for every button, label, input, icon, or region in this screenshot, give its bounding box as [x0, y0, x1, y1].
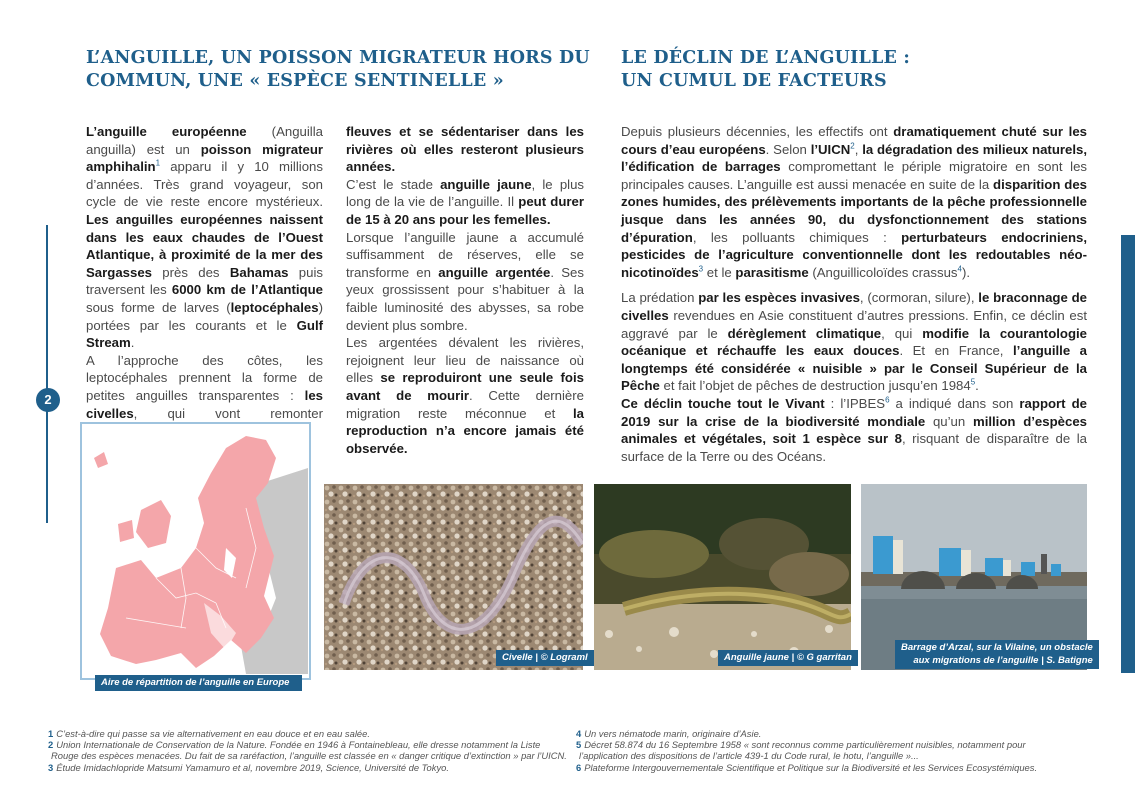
text-run: revendues en Asie constituent d’autres pressions. Enfin, ce déclin est aggravé par le [621, 307, 1087, 341]
civelle-photo [324, 484, 583, 670]
text-run: , qui vont remonter [133, 405, 323, 421]
text-run: , [854, 141, 863, 157]
footnote [576, 728, 1096, 739]
bold-text-run: modifie la courantologie océanique et réchauffe les eaux douces [621, 325, 1088, 359]
footnote-number: 1 [48, 728, 54, 739]
text-run: et le [703, 264, 736, 280]
footnote [576, 739, 1096, 750]
footnote-ref: 4 [957, 264, 962, 274]
bold-text-run: le braconnage de civelles [621, 290, 1087, 323]
anguille-jaune-caption: Anguille jaune | © G garritan [718, 650, 858, 666]
text-run: C’est le stade [346, 176, 441, 192]
bold-text-run: fleuves et se sédentariser dans les rivières où elles resteront plusieurs années. [346, 124, 584, 175]
footnote [48, 739, 568, 750]
text-run: A l’approche des côtes, les leptocéphales prennent la forme de petites anguilles transparentes : [86, 352, 323, 403]
text-run: , qui [881, 325, 923, 341]
column-1-text [86, 123, 323, 440]
footnote-text: C’est-à-dire qui passe sa vie alternativement en eau douce et en eau salée. [56, 728, 370, 739]
text-run: La prédation [621, 290, 699, 306]
text-run: puis traversent les [86, 264, 323, 298]
bold-text-run: poisson migrateur amphihalin [86, 141, 324, 175]
left-title-line-2: COMMUN, UNE « ESPÈCE SENTINELLE » [86, 71, 504, 91]
text-run: . Cette dernière migration reste méconnue et [346, 387, 584, 421]
footnotes-right [576, 728, 1096, 773]
text-run: ). [961, 264, 971, 280]
bold-text-run: se reproduiront une seule fois avant de mourir [346, 370, 584, 403]
text-run: , les polluants chimiques : [692, 229, 902, 245]
footnote-text: l’application des dispositions de l’article 439-1 du Code rural, le hotu, l’anguille »... [579, 750, 919, 762]
barrage-caption-line-2: aux migrations de l’anguille | S. Batigne [913, 654, 1093, 666]
page-number: 2 [36, 388, 60, 412]
text-run: . Ses yeux grossissent pour s’habituer à la faible luminosité des abysses, sa robe devient plus sombre. [346, 264, 584, 333]
bold-text-run: les civelles [86, 387, 323, 421]
right-title-line-1: LE DÉCLIN DE L’ANGUILLE : [621, 48, 911, 68]
text-run: . [975, 378, 979, 394]
bold-text-run: la reproduction n’a encore jamais été observée. [346, 405, 584, 456]
barrage-caption [895, 640, 1099, 669]
right-section-title [621, 47, 910, 93]
text-run: a indiqué dans son [889, 395, 1020, 411]
bold-text-run: disparition des zones humides, des prélèvements importants de la pêche professionnelle jusque dans les années 90, du dysfonctionnement des stations d’épuration [621, 176, 1087, 245]
footnote-ref: 6 [885, 395, 890, 405]
footnote-ref: 1 [155, 158, 161, 168]
text-column-2 [346, 123, 584, 457]
footnote-text: Un vers nématode marin, originaire d’Asie. [584, 728, 762, 739]
bold-text-run: Bahamas [229, 264, 289, 280]
text-run: Depuis plusieurs décennies, les effectifs ont [621, 124, 894, 139]
footnote-ref: 5 [970, 377, 976, 387]
bold-text-run: par les espèces invasives [698, 290, 860, 306]
column-2-text [346, 123, 584, 457]
bold-text-run: dérèglement climatique [727, 325, 882, 341]
map-caption: Aire de répartition de l’anguille en Europe [95, 675, 302, 691]
bold-text-run: L’anguille européenne [86, 124, 247, 139]
bold-text-run: 6000 km de l’Atlantique [171, 282, 323, 298]
column-3-paragraph-2 [621, 289, 1087, 465]
bold-text-run: la dégradation des milieux naturels, l’édification de barrages [621, 141, 1088, 175]
bold-text-run: l’UICN [810, 141, 851, 157]
text-run: , risquant de disparaître de la surface de la Terre ou des Océans. [621, 431, 1088, 464]
anguille-jaune-photo [594, 484, 851, 670]
left-section-title [86, 47, 590, 93]
text-run: et fait l’objet de pêches de destruction jusqu’en 1984 [659, 378, 971, 394]
bold-text-run: perturbateurs endocriniens, pesticides de l’agriculture conventionnelle dont les redoutables néo-nicotinoïdes [621, 229, 1087, 280]
text-run: Lorsque l’anguille jaune a accumulé suffisamment de réserves, elle se transforme en [346, 229, 584, 280]
text-run: , (cormoran, silure), [859, 290, 979, 306]
text-run: . Selon [765, 141, 811, 157]
footnote-ref: 2 [850, 141, 855, 151]
bold-text-run: peut durer de 15 à 20 ans pour les femelles. [346, 194, 584, 227]
bold-text-run: anguille jaune [440, 176, 532, 192]
text-run: . [130, 335, 135, 351]
footnote [576, 750, 1096, 761]
text-run: compromettant le périple migratoire en sont les principales causes. L’anguille est aussi menacée en suite de la [621, 159, 1087, 192]
civelle-caption: Civelle | © Lograml [496, 650, 594, 666]
bold-text-run: Ce déclin touche tout le Vivant [621, 395, 825, 411]
footnotes-left [48, 728, 568, 773]
right-title-line-2: UN CUMUL DE FACTEURS [621, 71, 887, 91]
bold-text-run: l’anguille a longtemps été considérée « nuisible » par le Conseil Supérieur de la Pêche [621, 343, 1088, 394]
footnote [48, 762, 568, 773]
footnote-number: 6 [576, 761, 582, 773]
bold-text-run: Gulf Stream [86, 317, 323, 351]
bold-text-run: rapport de 2019 sur la crise de la biodiversité mondiale [621, 395, 1088, 429]
footnote-text: Décret 58.874 du 16 Septembre 1958 « sont reconnus comme particulièrement nuisibles, notamment pour [584, 739, 1026, 751]
footnote-number: 5 [576, 739, 582, 751]
footnote-text: Rouge des espèces menacées. Du fait de sa raréfaction, l’anguille est classée en « danger critique d’extinction » par l’UICN. [51, 750, 567, 762]
text-run: Les argentées dévalent les rivières, rejoignent leur lieu de naissance où elles [346, 335, 584, 386]
footnote [48, 728, 568, 739]
text-run: près des [152, 264, 230, 280]
bold-text-run: Les anguilles européennes naissent dans les eaux chaudes de l’Ouest Atlantique, à proximité de la mer des Sargasses [86, 211, 323, 280]
column-3-paragraph-1 [621, 123, 1087, 281]
bold-text-run: anguille argentée [438, 264, 551, 280]
text-run: qu’un [925, 413, 973, 429]
bold-text-run: parasitisme [735, 264, 809, 280]
footnote [576, 762, 1096, 773]
footnote-number: 2 [48, 739, 54, 751]
text-run: (Anguilla anguilla) est un [86, 124, 323, 157]
text-run: : l’IPBES [824, 395, 886, 411]
edge-bar [1121, 235, 1135, 673]
footnote-text: Étude Imidachlopride Matsumi Yamamuro et al, novembre 2019, Science, Université de Tokyo. [56, 761, 449, 773]
barrage-caption-line-1: Barrage d’Arzal, sur la Vilaine, un obstacle [901, 642, 1093, 653]
bold-text-run: leptocéphales [230, 299, 319, 315]
europe-map [80, 422, 311, 680]
text-column-1 [86, 123, 323, 440]
left-title-line-1: L’ANGUILLE, UN POISSON MIGRATEUR HORS DU [86, 48, 590, 68]
text-run: sous forme de larves ( [86, 299, 231, 315]
bold-text-run: million d’espèces animales et végétales, soit 1 espèce sur 8 [621, 413, 1087, 447]
footnote-text: Plateforme Intergouvernementale Scientifique et Politique sur la Biodiversité et les Services Ecosystémiques. [584, 761, 1038, 773]
footnote-number: 4 [576, 728, 582, 739]
footnote-ref: 3 [698, 264, 704, 274]
text-run: ) portées par les courants et le [86, 299, 323, 333]
text-run: , le plus long de la vie de l’anguille. Il [346, 176, 585, 210]
text-run: . Et en France, [899, 343, 1013, 359]
footnote-text: Union Internationale de Conservation de la Nature. Fondée en 1946 à Fontainebleau, elle dresse notamment la Liste [56, 739, 541, 751]
text-column-3 [621, 123, 1087, 465]
text-run: apparu il y 10 millions d’années. Très grand voyageur, son cycle de vie reste encore mystérieux. [86, 159, 323, 210]
text-run: (Anguillicoloïdes crassus [808, 264, 958, 280]
bold-text-run: dramatiquement chuté sur les cours d’eau européens [621, 124, 1087, 157]
footnote-number: 3 [48, 761, 54, 773]
europe-map-graphic [86, 428, 308, 674]
margin-line [46, 225, 48, 523]
footnote [48, 750, 568, 761]
